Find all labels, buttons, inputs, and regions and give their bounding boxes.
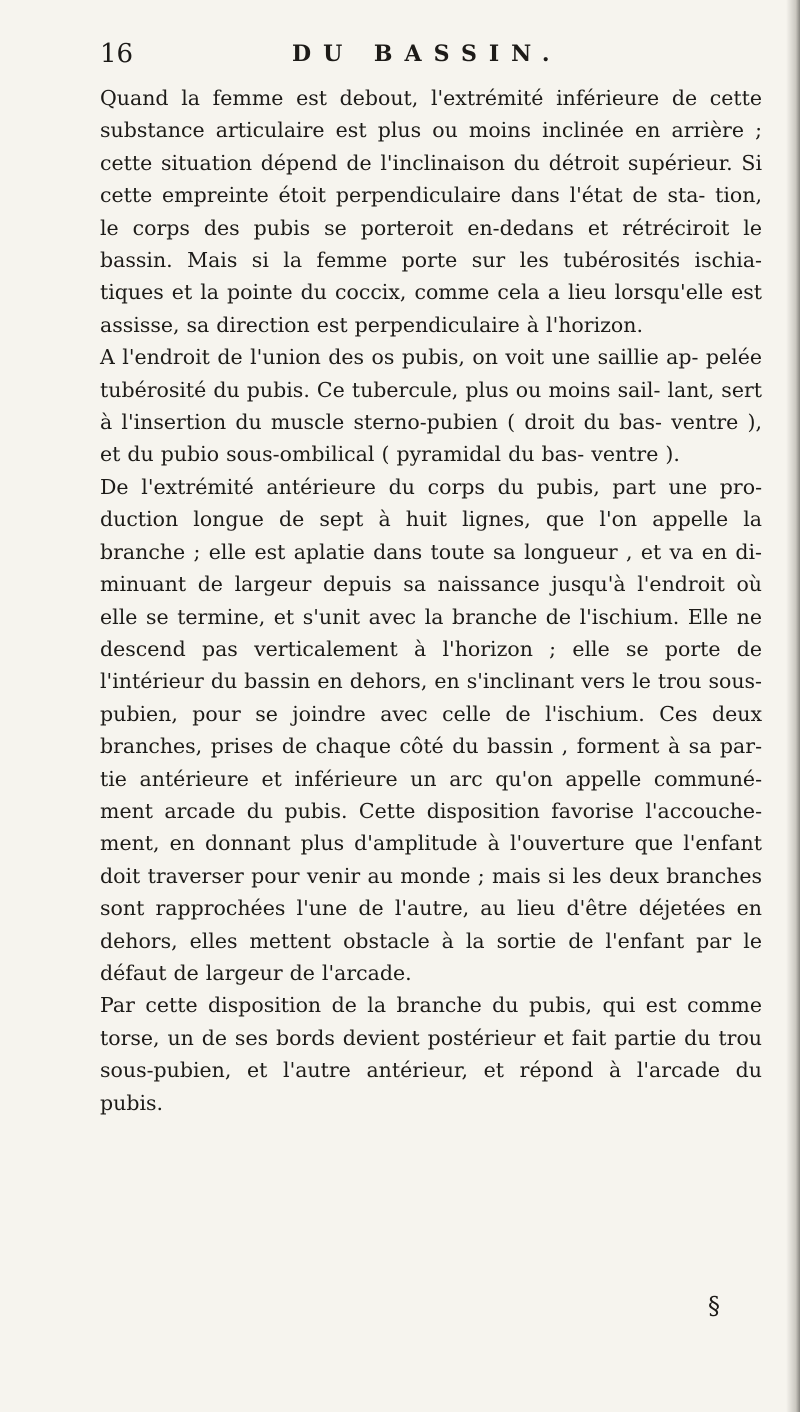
paragraph-4: Par cette disposition de la branche du pubis, qui est comme torse, un de ses bords devient postérieur et fait partie du trou sous-pubien, et l'autre antérieur, et répond à l'arcade du pubis. [100, 993, 762, 1115]
page-edge-shadow [786, 0, 800, 1412]
paragraph-2: A l'endroit de l'union des os pubis, on voit une saillie ap- pelée tubérosité du pubis. Ce tubercule, plus ou moins sail- lant, sert à l'insertion du muscle sterno-pubien ( droit du bas- ventre ), et du pubio sous-ombilical ( pyramidal du bas- ventre ). [100, 345, 762, 467]
catchword: § [708, 1292, 720, 1320]
body-text [100, 82, 762, 1119]
running-title: DU BASSIN. [292, 41, 562, 67]
page-header [100, 34, 740, 74]
paragraph-3: De l'extrémité antérieure du corps du pubis, part une pro- duction longue de sept à huit lignes, que l'on appelle la branche ; elle est aplatie dans toute sa longueur , et va en di- minuant de largeur depuis sa naissance jusqu'à l'endroit où elle se termine, et s'unit avec la branche de l'ischium. Elle ne descend pas verticalement à l'horizon ; elle se porte de l'intérieur du bassin en dehors, en s'inclinant vers le trou sous- pubien, pour se joindre avec celle de l'ischium. Ces deux branches, prises de chaque côté du bassin , forment à sa par- tie antérieure et inférieure un arc qu'on appelle communé- ment arcade du pubis. Cette disposition favorise l'accouche- ment, en donnant plus d'amplitude à l'ouverture que l'enfant doit traverser pour venir au monde ; mais si les deux branches sont rapprochées l'une de l'autre, au lieu d'être déjetées en dehors, elles mettent obstacle à la sortie de l'enfant par le défaut de largeur de l'arcade. [100, 474, 762, 985]
page-number: 16 [100, 39, 134, 69]
paragraph-1: Quand la femme est debout, l'extrémité inférieure de cette substance articulaire est plus ou moins inclinée en arrière ; cette situation dépend de l'inclinaison du détroit supérieur. Si cette empreinte étoit perpendiculaire dans l'état de sta- tion, le corps des pubis se porteroit en-dedans et rétréciroit le bassin. Mais si la femme porte sur les tubérosités ischia- tiques et la pointe du coccix, comme cela a lieu lorsqu'elle est assisse, sa direction est perpendiculaire à l'horizon. [100, 86, 762, 337]
